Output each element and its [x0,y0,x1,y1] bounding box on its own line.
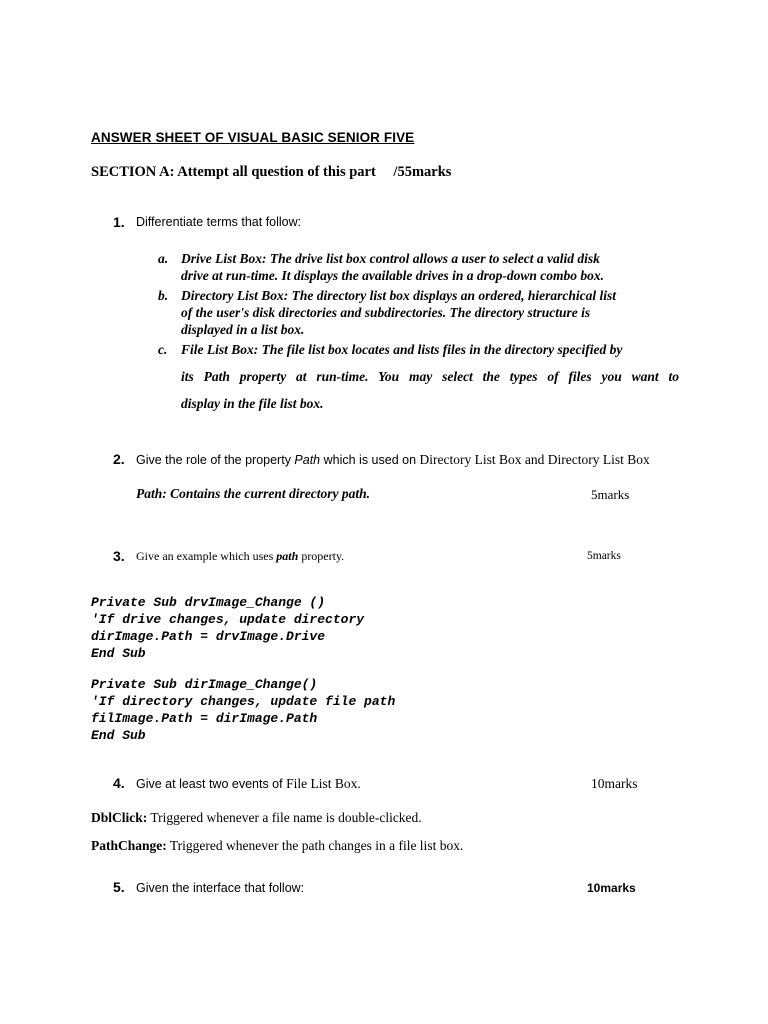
q1-item-b-line-3: displayed in a list box. [181,322,305,337]
code-line: filImage.Path = dirImage.Path [91,711,318,726]
question-1-text: Differentiate terms that follow: [136,215,302,229]
q1-item-c-line-2: its Path property at run-time. You may select the types of files you want to [181,369,679,384]
q4-answer-desc: Triggered whenever the path changes in a file list box. [166,838,464,853]
q4-text-prefix: Give at least two events of [136,777,287,791]
question-3-number: 3. [113,548,125,564]
section-a-marks: /55marks [393,164,452,180]
question-2-number: 2. [113,451,125,467]
q4-answer-pathchange [91,838,463,854]
code-line: dirImage.Path = drvImage.Drive [91,629,326,644]
question-5-number: 5. [113,879,125,895]
q2-text-mid: which is used on [320,453,420,467]
q4-answer-term: PathChange: [91,838,167,853]
q1-item-c-body [181,341,679,412]
q1-item-a-body [181,250,681,284]
q1-item-b-line-2: of the user's disk directories and subdirectories. The directory structure is [181,305,591,320]
code-line: 'If directory changes, update file path [91,694,396,709]
code-line: 'If drive changes, update directory [91,612,365,627]
q2-marks: 5marks [591,487,630,502]
q4-answer-term: DblClick: [91,810,148,825]
q1-item-a [158,250,688,286]
q1-item-a-line-2: drive at run-time. It displays the available drives in a drop-down combo box. [181,268,604,283]
q2-answer: Path: Contains the current directory path. [136,486,371,501]
code-block-2 [91,676,395,744]
q1-item-a-letter: a. [158,251,169,266]
q3-text-prefix: Give an example which uses [136,549,277,563]
q3-marks: 5marks [587,550,621,562]
q1-item-a-line-1: Drive List Box: The drive list box control allows a user to select a valid disk [181,251,600,266]
q1-item-c-line-1: File List Box: The file list box locates and lists files in the directory specified by [181,342,623,357]
q5-marks: 10marks [587,881,636,895]
q1-item-c-letter: c. [158,342,168,357]
q2-text-suffix: Directory List Box and Directory List Box [419,452,650,467]
q4-text-suffix: File List Box. [286,776,361,791]
q3-text-suffix: property. [298,549,345,563]
code-line: Private Sub dirImage_Change() [91,677,318,692]
q1-item-b-letter: b. [158,288,169,303]
q4-marks: 10marks [591,776,638,791]
question-3-text [136,549,344,564]
code-line: End Sub [91,646,146,661]
q1-item-c-line-3: display in the file list box. [181,396,324,411]
q1-item-b [158,287,688,341]
question-2-text [136,452,650,468]
question-5-text: Given the interface that follow: [136,881,305,895]
question-4-text [136,776,361,792]
code-line: Private Sub drvImage_Change () [91,595,326,610]
q2-text-path: Path [294,453,321,467]
section-a-label: SECTION A: Attempt all question of this part [91,164,376,180]
code-line: End Sub [91,728,146,743]
q4-answer-dblclick [91,810,422,826]
question-1-number: 1. [113,214,125,230]
section-a-heading [91,164,451,181]
q1-item-b-line-1: Directory List Box: The directory list box displays an ordered, hierarchical list [181,288,616,303]
q1-item-b-body [181,287,681,338]
q1-item-c [158,341,688,413]
q3-text-path: path [276,549,299,563]
q4-answer-desc: Triggered whenever a file name is double-clicked. [147,810,422,825]
q2-text-prefix: Give the role of the property [136,453,295,467]
code-block-1 [91,594,364,662]
question-4-number: 4. [113,775,125,791]
document-title: ANSWER SHEET OF VISUAL BASIC SENIOR FIVE [91,130,415,145]
